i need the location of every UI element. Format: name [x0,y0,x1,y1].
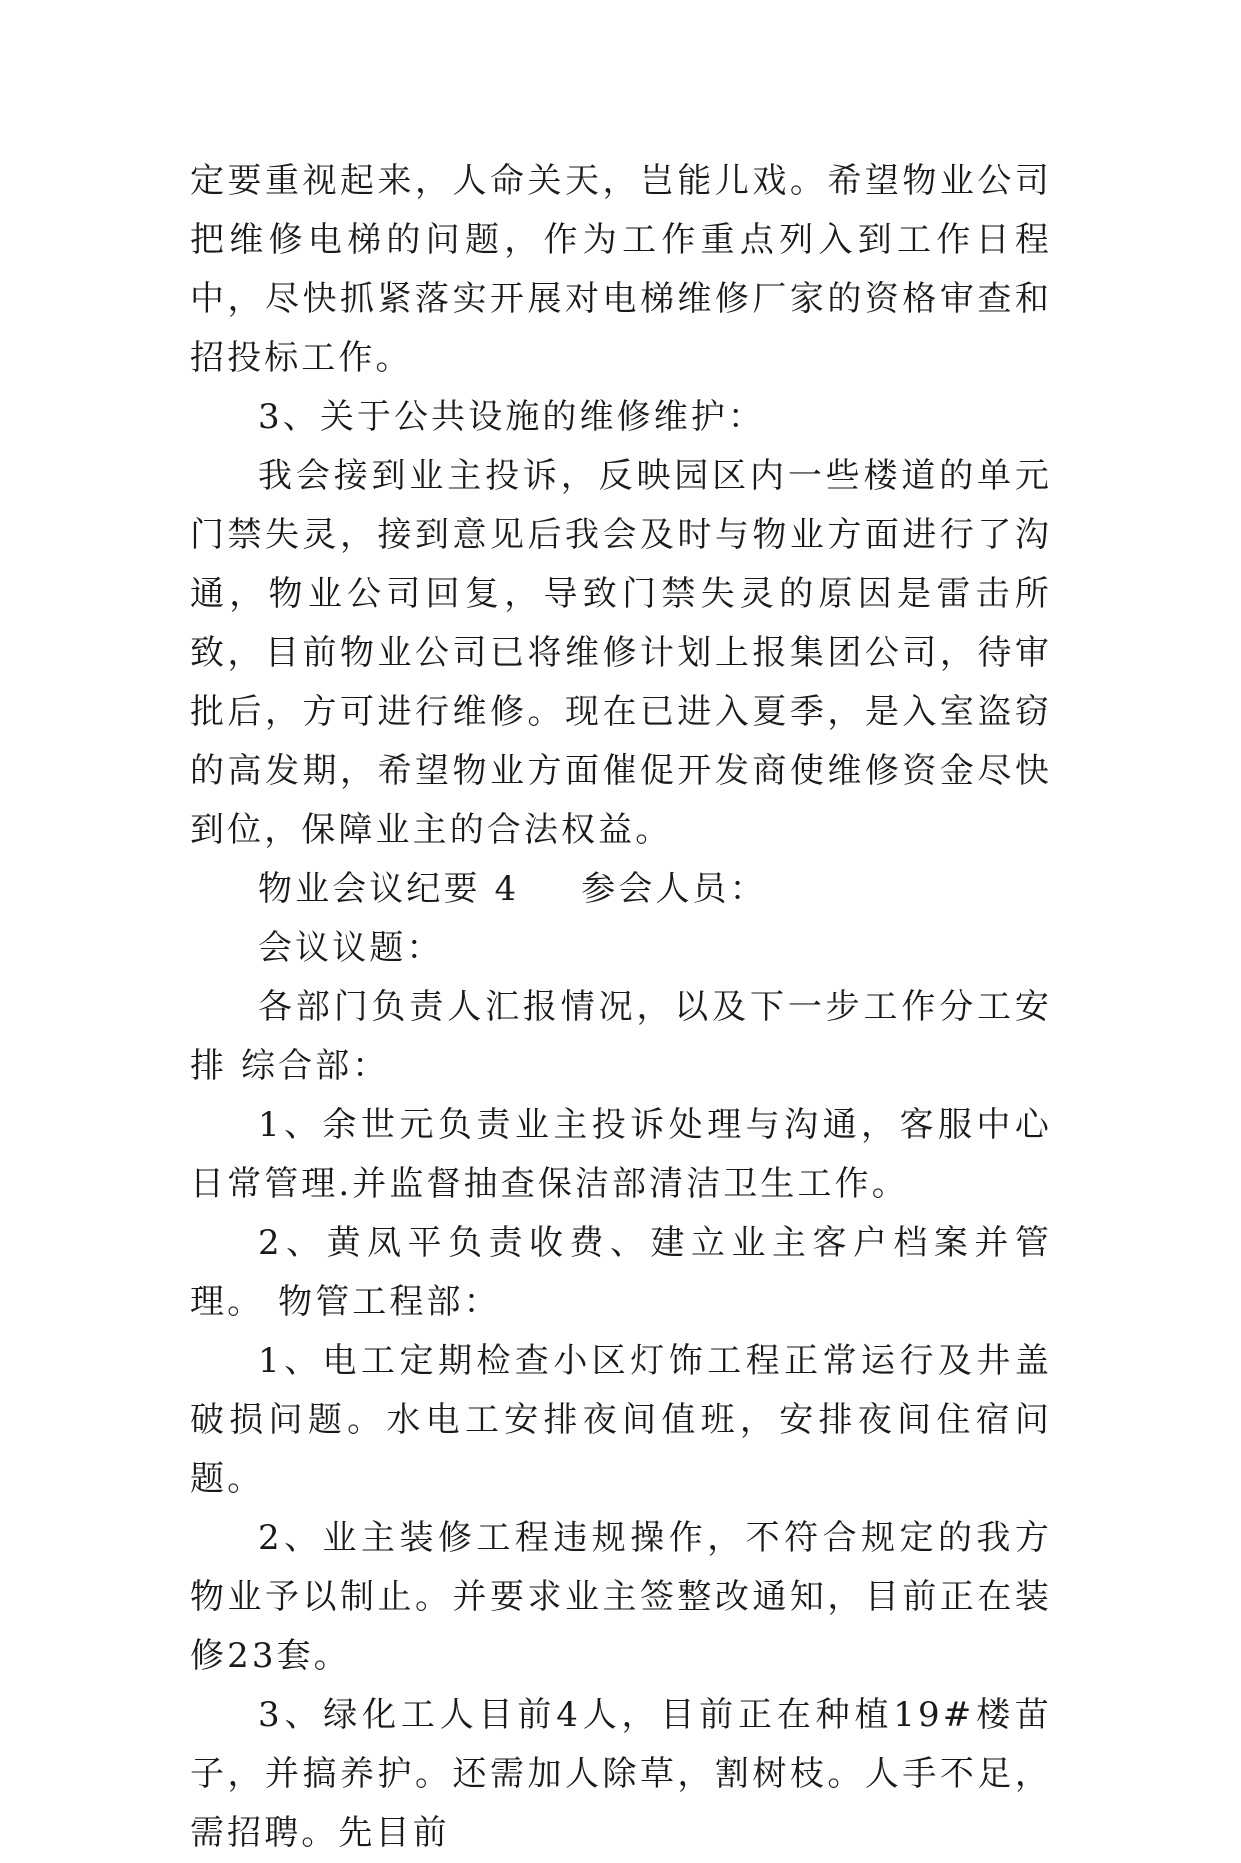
paragraph-access-control-complaint: 我会接到业主投诉，反映园区内一些楼道的单元门禁失灵，接到意见后我会及时与物业方面进行了沟通，物业公司回复，导致门禁失灵的原因是雷击所致，目前物业公司已将维修计划上报集团公司，待审批后，方可进行维修。现在已进入夏季，是入室盗窃的高发期，希望物业方面催促开发商使维修资金尽快到位，保障业主的合法权益。 [190,456,1052,850]
meeting-heading-line [190,860,1052,919]
paragraph-department-reports: 各部门负责人汇报情况，以及下一步工作分工安排 综合部： [190,987,1052,1086]
paragraph-admin-item-1: 1、余世元负责业主投诉处理与沟通，客服中心日常管理.并监督抽查保洁部清洁卫生工作。 [190,1105,1052,1204]
paragraph-public-facilities-heading: 3、关于公共设施的维修维护： [258,397,766,437]
meeting-attendees-label: 参会人员： [581,869,767,909]
paragraph-admin-item-2: 2、黄凤平负责收费、建立业主客户档案并管理。 物管工程部： [190,1223,1052,1322]
meeting-title: 物业会议纪要 4 [258,869,520,909]
paragraph-elevator-continuation: 定要重视起来，人命关天，岂能儿戏。希望物业公司把维修电梯的问题，作为工作重点列入到工作日程中，尽快抓紧落实开展对电梯维修厂家的资格审查和招投标工作。 [190,161,1052,378]
paragraph-engineering-item-2: 2、业主装修工程违规操作，不符合规定的我方物业予以制止。并要求业主签整改通知，目前正在装修23套。 [190,1518,1052,1676]
paragraph-engineering-item-3: 3、绿化工人目前4人，目前正在种植19#楼苗子，并搞养护。还需加人除草，割树枝。人手不足，需招聘。先目前 [190,1695,1052,1853]
paragraph-engineering-item-1: 1、电工定期检查小区灯饰工程正常运行及井盖破损问题。水电工安排夜间值班，安排夜间住宿问题。 [190,1341,1052,1499]
document-body [190,152,1052,1863]
paragraph-meeting-topic-label: 会议议题： [258,928,444,968]
